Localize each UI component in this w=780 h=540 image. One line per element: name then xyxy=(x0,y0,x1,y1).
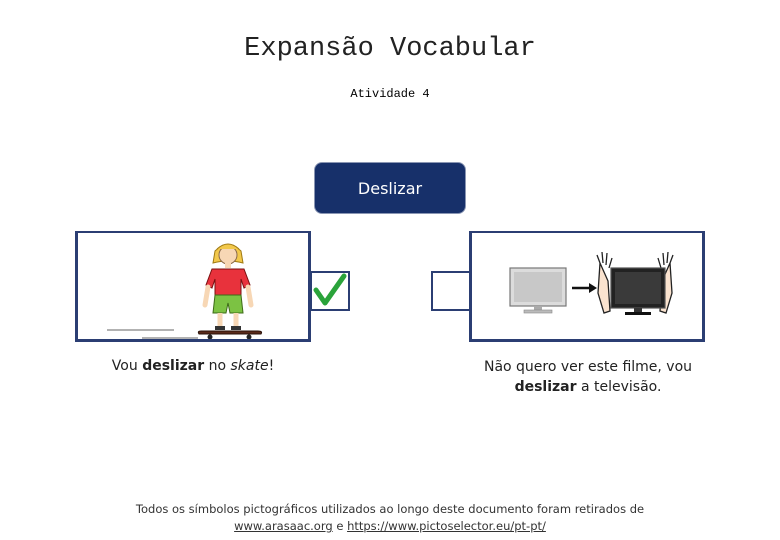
picture-card-skate[interactable] xyxy=(75,231,311,342)
selection-box-skate[interactable] xyxy=(310,271,350,311)
page-title: Expansão Vocabular xyxy=(244,34,536,64)
italic-word: skate xyxy=(230,358,269,374)
arasaac-link[interactable]: www.arasaac.org xyxy=(234,519,333,533)
caption-television: Não quero ver este filme, vou deslizar a televisão. xyxy=(483,359,693,395)
hands-television-illustration xyxy=(472,233,702,339)
keyword: deslizar xyxy=(142,358,205,374)
skateboard-child-illustration xyxy=(78,233,308,339)
selection-box-television[interactable] xyxy=(431,271,471,311)
picture-card-television[interactable] xyxy=(469,231,705,342)
activity-subtitle: Atividade 4 xyxy=(350,87,430,101)
pictoselector-link[interactable]: https://www.pictoselector.eu/pt-pt/ xyxy=(347,519,546,533)
caption-skate: Vou deslizar no skate! xyxy=(111,358,275,374)
credits-footer xyxy=(100,501,680,535)
target-word-label: Deslizar xyxy=(357,178,423,198)
credits-joiner: e xyxy=(332,519,348,533)
keyword: deslizar xyxy=(514,379,577,395)
check-icon xyxy=(312,273,348,309)
credits-text: Todos os símbolos pictográficos utilizados ao longo deste documento foram retirados de xyxy=(135,502,645,516)
target-word-box xyxy=(315,163,465,213)
